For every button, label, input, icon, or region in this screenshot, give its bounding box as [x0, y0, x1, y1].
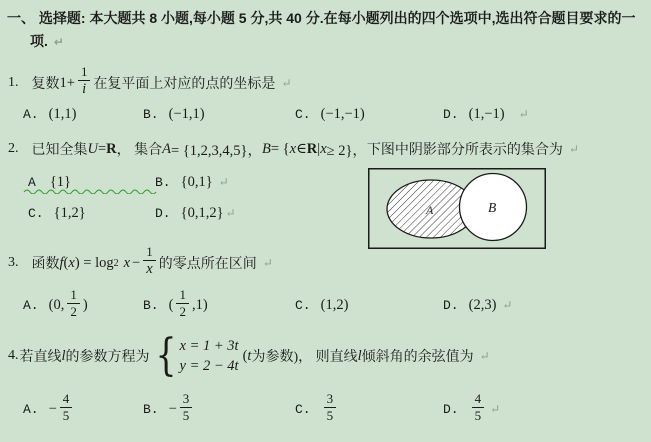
option-3c-value: (1,2) [320, 296, 349, 313]
fraction-3-over-5 [180, 391, 193, 423]
option-3b-label: B. [143, 297, 159, 313]
question-2-text-post: 下图中阴影部分所表示的集合为 [366, 143, 563, 158]
fraction-1-over-i [78, 64, 91, 98]
section-header-line-2-text: 项. [30, 33, 48, 49]
fraction-4-over-5 [472, 391, 485, 423]
option-1d-label: D. [443, 106, 459, 122]
parametric-equations [180, 336, 239, 376]
paren-open: ( [242, 347, 248, 364]
minus-sign: − [168, 400, 177, 417]
option-3a-label: A. [23, 297, 39, 313]
var-U: U [87, 140, 98, 157]
equals-log: ) = log [74, 254, 114, 271]
var-B: B [262, 140, 271, 157]
option-4b [143, 387, 195, 431]
question-1-number: 1. [8, 75, 19, 90]
option-1d-value: (1,−1) [468, 105, 505, 122]
return-mark-icon: ↵ [502, 297, 513, 312]
option-2c-label: C. [28, 205, 44, 221]
section-header-line-2 [30, 31, 64, 51]
option-2d-label: D. [155, 205, 171, 221]
var-x: x [320, 140, 327, 157]
option-2b [155, 172, 229, 192]
question-1-text-post: 在复平面上对应的点的坐标是 [93, 77, 276, 92]
return-mark-icon: ↵ [281, 75, 292, 90]
var-t: t [247, 347, 252, 364]
var-x: x [123, 254, 131, 271]
equation-y: y = 2 − 4t [179, 358, 239, 374]
fraction-denominator: 5 [474, 407, 482, 423]
question-3-number: 3. [8, 255, 19, 270]
option-4b-label: B. [143, 401, 159, 417]
option-3b-post: ,1) [191, 296, 208, 313]
return-mark-icon: ↵ [218, 174, 229, 189]
minus-sign: − [48, 400, 57, 417]
option-4d-label: D. [443, 401, 459, 417]
return-mark-icon: ↵ [490, 401, 501, 416]
question-3-text-pre: 函数 [31, 257, 60, 272]
option-4a [23, 387, 75, 431]
section-header-line-1: 一、 选择题: 本大题共 8 小题,每小题 5 分,共 40 分.在每小题列出的四个选项中,选出符合题目要求的一 [7, 10, 636, 26]
fraction-denominator: 5 [182, 407, 190, 423]
option-3c-label: C. [295, 297, 311, 313]
fraction-4-over-5 [60, 391, 73, 423]
return-mark-icon: ↵ [262, 255, 273, 270]
set-A-elements: = {1,2,3,4,5}， [171, 142, 262, 159]
minus-sign: − [132, 254, 141, 271]
return-mark-icon: ↵ [479, 348, 490, 363]
paren-open: ( [63, 254, 69, 271]
question-3 [8, 240, 273, 286]
option-3d-label: D. [443, 297, 459, 313]
var-l: l [357, 347, 362, 364]
option-1c-value: (−1,−1) [320, 105, 365, 122]
question-2-options-row-2 [0, 203, 651, 223]
set-R: R [306, 140, 318, 157]
option-2a-label: A [28, 174, 36, 190]
question-4 [8, 331, 490, 381]
question-2-text: ， 集合 [116, 143, 163, 158]
fraction-1-over-2 [67, 287, 80, 319]
option-1c [295, 104, 365, 124]
question-4-text-post: 倾斜角的余弦值为 [361, 350, 474, 365]
option-3a-pre: (0, [48, 296, 65, 313]
option-1d [443, 104, 529, 124]
option-3a [23, 285, 88, 325]
fraction-numerator: 1 [143, 244, 156, 261]
fraction-numerator: 1 [176, 287, 189, 304]
set-B-close: ≥ 2}， [326, 142, 367, 159]
fraction-1-over-2 [176, 287, 189, 319]
fraction-denominator: 2 [70, 303, 77, 319]
option-2c-value: {1,2} [53, 204, 86, 221]
such-that-bar: | [317, 140, 321, 157]
system-brace: { [155, 330, 177, 381]
option-1b-label: B. [143, 106, 159, 122]
fraction-denominator: 5 [326, 407, 334, 423]
option-1b-value: (−1,1) [168, 105, 205, 122]
option-1a-label: A. [23, 106, 39, 122]
var-f: f [59, 254, 64, 271]
option-2d [155, 203, 236, 223]
question-4-number: 4. [8, 348, 19, 363]
fraction-numerator: 3 [180, 391, 193, 408]
question-4-text-mid: 为参数)， 则直线 [251, 350, 358, 365]
option-3d-value: (2,3) [468, 296, 497, 313]
element-of: ∈ [296, 140, 307, 157]
equals: = [97, 140, 107, 157]
equation-x: x = 1 + 3t [179, 338, 239, 354]
fraction-numerator: 1 [67, 287, 80, 304]
return-mark-icon: ↵ [225, 205, 236, 220]
option-4d [443, 387, 500, 431]
option-1b [143, 104, 205, 124]
question-1 [8, 60, 292, 106]
question-4-options [0, 387, 651, 431]
return-mark-icon: ↵ [568, 141, 579, 156]
question-1-text-pre: 复数 [31, 77, 60, 92]
question-1-expr: 1+ [59, 74, 75, 91]
question-4-text: 的参数方程为 [65, 350, 150, 365]
fraction-numerator: 3 [324, 391, 337, 408]
fraction-denominator: x [146, 260, 153, 277]
set-R: R [106, 140, 117, 157]
option-2c [28, 203, 86, 223]
question-2-text: 已知全集 [31, 143, 88, 158]
question-3-options [0, 285, 651, 325]
fraction-1-over-x [143, 244, 156, 278]
fraction-numerator: 4 [472, 391, 485, 408]
option-3b [143, 285, 208, 325]
fraction-denominator: i [82, 80, 87, 97]
wavy-underline [23, 188, 159, 194]
option-3a-post: ) [82, 296, 88, 313]
option-1a-value: (1,1) [48, 105, 77, 122]
fraction-numerator: 4 [60, 391, 73, 408]
var-x: x [289, 140, 297, 157]
return-mark-icon: ↵ [53, 35, 64, 49]
fraction-denominator: 2 [179, 303, 186, 319]
option-1c-label: C. [295, 106, 311, 122]
venn-diagram [368, 168, 546, 249]
option-4c-label: C. [295, 401, 311, 417]
question-3-text-post: 的零点所在区间 [158, 257, 257, 272]
fraction-3-over-5 [324, 391, 337, 423]
option-3b-pre: ( [168, 296, 174, 313]
question-1-options [0, 104, 651, 124]
var-l: l [61, 347, 66, 364]
log-base-subscript: 2 [113, 257, 119, 269]
set-B-open: = { [270, 140, 290, 157]
fraction-numerator: 1 [78, 64, 91, 81]
option-2d-value: {0,1,2} [180, 204, 224, 221]
question-2-number: 2. [8, 141, 19, 156]
question-2 [8, 138, 579, 160]
option-2a-value: {1} [49, 173, 71, 190]
fraction-denominator: 5 [62, 407, 70, 423]
set-b-label: B [488, 200, 497, 215]
var-A: A [162, 140, 172, 157]
option-4c [295, 387, 339, 431]
question-4-text-pre: 若直线 [19, 350, 62, 365]
option-3c [295, 285, 348, 325]
option-2b-label: B. [155, 174, 171, 190]
return-mark-icon: ↵ [518, 106, 529, 121]
option-2b-value: {0,1} [180, 173, 213, 190]
option-4a-label: A. [23, 401, 39, 417]
var-x: x [68, 254, 75, 271]
option-3d [443, 285, 512, 325]
option-1a [23, 104, 76, 124]
